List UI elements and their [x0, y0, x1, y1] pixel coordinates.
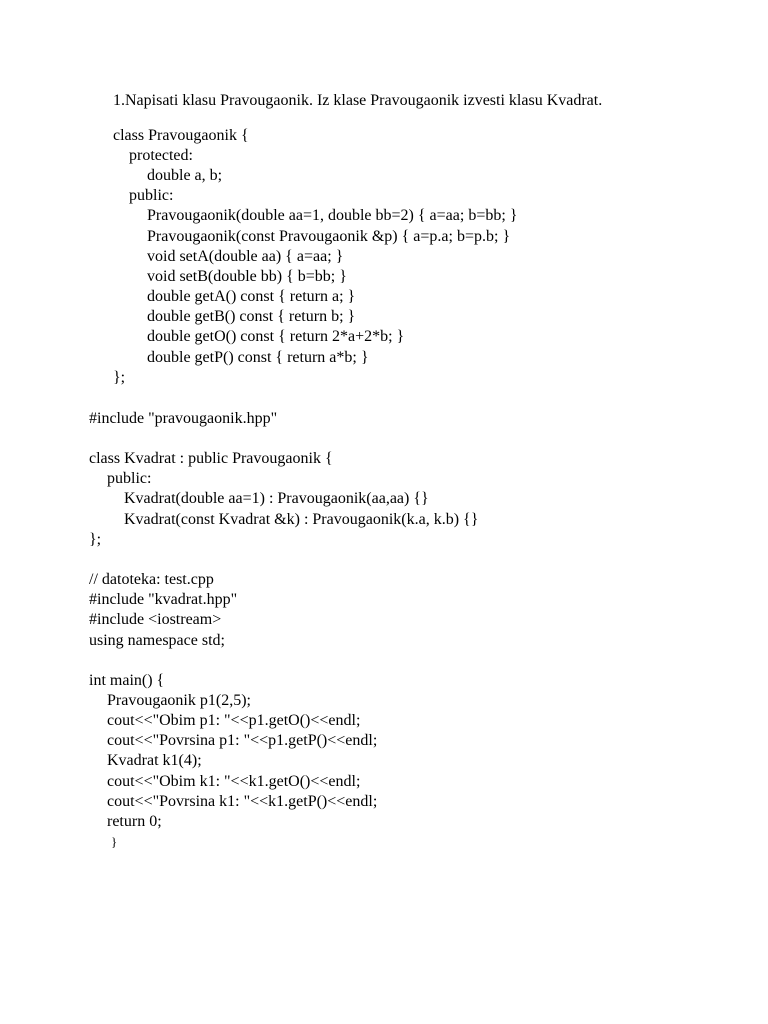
- code-line: double getP() const { return a*b; }: [147, 349, 369, 366]
- code-line: Kvadrat(const Kvadrat &k) : Pravougaonik(k.a, k.b) {}: [124, 511, 479, 528]
- code-line: cout<<"Obim p1: "<<p1.getO()<<endl;: [107, 712, 361, 729]
- code-line: Pravougaonik(const Pravougaonik &p) { a=p.a; b=p.b; }: [147, 228, 511, 245]
- code-comment: // datoteka: test.cpp: [89, 571, 214, 588]
- code-line: protected:: [129, 147, 193, 164]
- code-line: return 0;: [107, 813, 162, 830]
- code-line: }: [111, 834, 118, 849]
- code-line: cout<<"Povrsina k1: "<<k1.getP()<<endl;: [107, 793, 378, 810]
- code-line: };: [89, 531, 102, 548]
- code-line: void setB(double bb) { b=bb; }: [147, 268, 347, 285]
- code-line: Pravougaonik p1(2,5);: [107, 692, 251, 709]
- code-line: Kvadrat(double aa=1) : Pravougaonik(aa,aa) {}: [124, 490, 429, 507]
- code-line: double getA() const { return a; }: [147, 288, 356, 305]
- code-line: #include "kvadrat.hpp": [89, 591, 238, 608]
- code-line: cout<<"Obim k1: "<<k1.getO()<<endl;: [107, 773, 361, 790]
- task-heading: 1.Napisati klasu Pravougaonik. Iz klase Pravougaonik izvesti klasu Kvadrat.: [113, 92, 603, 109]
- code-line: void setA(double aa) { a=aa; }: [147, 248, 344, 265]
- code-line: double getB() const { return b; }: [147, 308, 356, 325]
- code-line: class Pravougaonik {: [113, 127, 249, 144]
- code-line: Pravougaonik(double aa=1, double bb=2) { a=aa; b=bb; }: [147, 207, 518, 224]
- code-line: using namespace std;: [89, 632, 225, 649]
- code-line: int main() {: [89, 672, 165, 689]
- code-line: double getO() const { return 2*a+2*b; }: [147, 328, 405, 345]
- code-line: };: [113, 369, 126, 386]
- code-line: cout<<"Povrsina p1: "<<p1.getP()<<endl;: [107, 732, 378, 749]
- code-line: public:: [107, 470, 152, 487]
- code-line: double a, b;: [147, 167, 223, 184]
- code-line: #include <iostream>: [89, 611, 222, 628]
- code-line: #include "pravougaonik.hpp": [89, 410, 278, 427]
- code-line: public:: [129, 187, 174, 204]
- code-line: class Kvadrat : public Pravougaonik {: [89, 450, 333, 467]
- code-line: Kvadrat k1(4);: [107, 752, 202, 769]
